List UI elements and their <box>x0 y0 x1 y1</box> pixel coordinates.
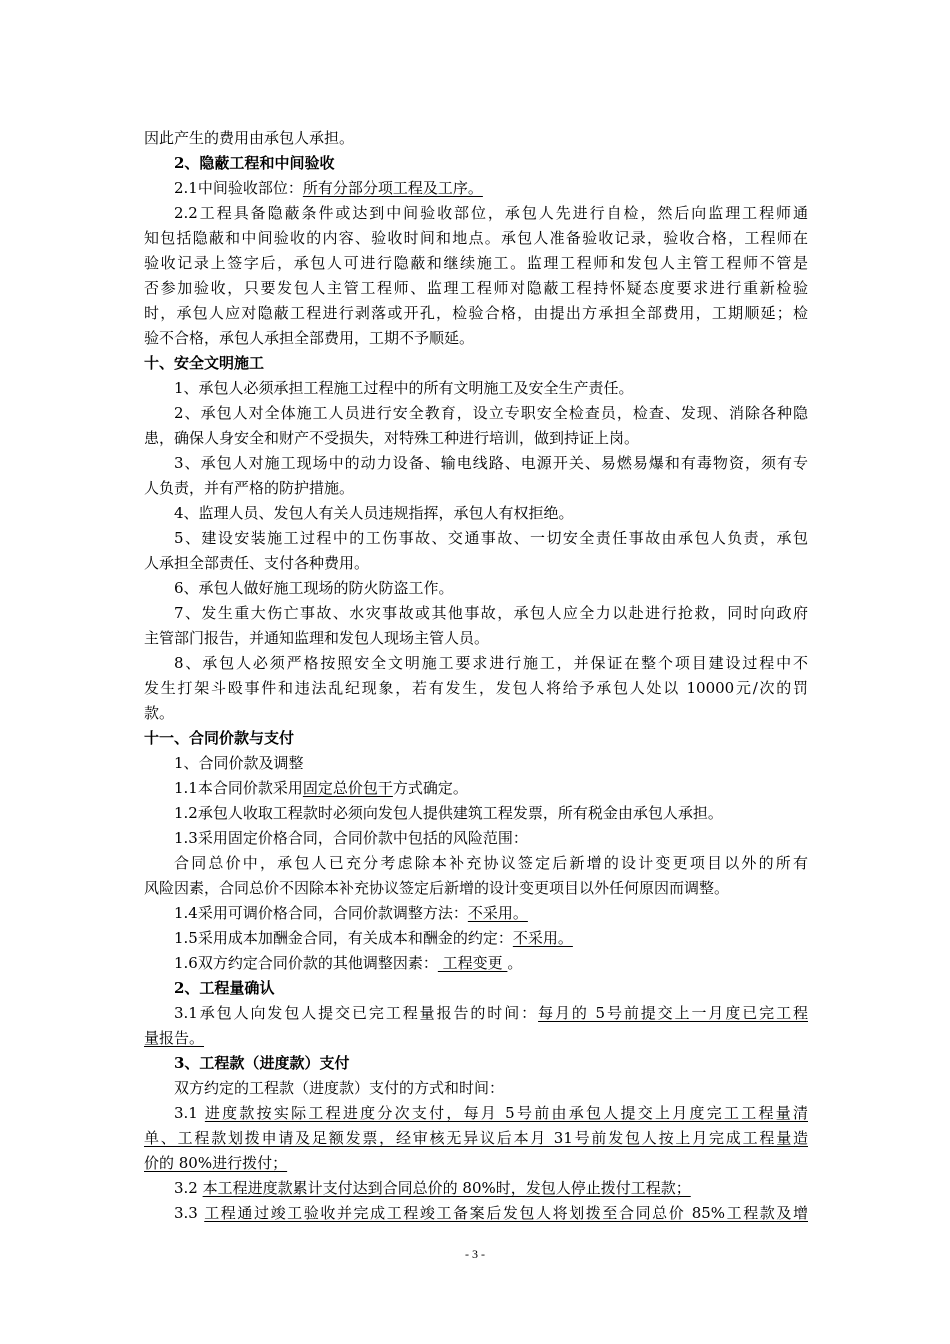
clause-line <box>144 951 808 976</box>
paragraph-line <box>144 751 808 776</box>
paragraph-line <box>144 501 808 526</box>
paragraph-line <box>144 1076 808 1101</box>
underlined-value: 本工程进度款累计支付达到合同总价的 80%时，发包人停止拨付工程款； <box>202 1179 691 1197</box>
text: 2.2工程具备隐蔽条件或达到中间验收部位，承包人先进行自检，然后向监理工程师通 <box>174 204 808 222</box>
paragraph-line <box>144 576 808 601</box>
clause-line <box>144 1101 808 1126</box>
clause-tail: 。 <box>507 954 523 972</box>
clause-label: 1.4采用可调价格合同，合同价款调整方法： <box>174 904 468 922</box>
heading-text: 2、隐蔽工程和中间验收 <box>174 154 335 172</box>
clause-line <box>144 1126 808 1151</box>
clause-label: 1.5采用成本加酬金合同，有关成本和酬金的约定： <box>174 929 513 947</box>
chapter-heading <box>144 351 808 376</box>
underlined-value: 工程通过竣工验收并完成工程竣工备案后发包人将划拨至合同总价 85%工程款及增 <box>204 1204 808 1222</box>
text: 1、合同价款及调整 <box>174 754 304 772</box>
clause-line <box>144 1026 808 1051</box>
underlined-value: 量报告。 <box>144 1029 205 1047</box>
paragraph-line <box>144 801 808 826</box>
section-heading <box>144 976 808 1001</box>
underlined-value: 每月的 5号前提交上一月度已完工程 <box>538 1004 808 1022</box>
text: 验不合格，承包人承担全部费用，工期不予顺延。 <box>144 329 475 347</box>
paragraph-line <box>144 651 808 676</box>
text: 否参加验收，只要发包人主管工程师、监理工程师对隐蔽工程持怀疑态度要求进行重新检验 <box>144 279 808 297</box>
underlined-value: 工程变更 <box>437 954 508 972</box>
text: 4、监理人员、发包人有关人员违规指挥，承包人有权拒绝。 <box>174 504 574 522</box>
paragraph-line <box>144 401 808 426</box>
underlined-value: 不采用。 <box>512 929 573 947</box>
text: 时，承包人应对隐蔽工程进行剥落或开孔，检验合格，由提出方承担全部费用，工期顺延；检 <box>144 304 808 322</box>
paragraph-line <box>144 701 808 726</box>
paragraph-line <box>144 876 808 901</box>
paragraph-line <box>144 476 808 501</box>
heading-text: 十、安全文明施工 <box>144 354 265 372</box>
chapter-heading <box>144 726 808 751</box>
clause-line <box>144 1176 808 1201</box>
text: 6、承包人做好施工现场的防火防盗工作。 <box>174 579 454 597</box>
clause-line <box>144 926 808 951</box>
underlined-value: 进度款按实际工程进度分次支付，每月 5号前由承包人提交上月度完工工程量清 <box>204 1104 808 1122</box>
paragraph-line <box>144 301 808 326</box>
clause-line <box>144 1001 808 1026</box>
paragraph-line <box>144 426 808 451</box>
text: 7、发生重大伤亡事故、水灾事故或其他事故，承包人应全力以赴进行抢救，同时向政府 <box>174 604 808 622</box>
heading-text: 2、工程量确认 <box>174 979 275 997</box>
paragraph-line <box>144 551 808 576</box>
underlined-value: 不采用。 <box>467 904 528 922</box>
page-number: - 3 - <box>465 1247 485 1261</box>
text: 患，确保人身安全和财产不受损失，对特殊工种进行培训，做到持证上岗。 <box>144 429 640 447</box>
paragraph-line <box>144 526 808 551</box>
clause-line <box>144 1201 808 1226</box>
text: 验收记录上签字后，承包人可进行隐蔽和继续施工。监理工程师和发包人主管工程师不管是 <box>144 254 808 272</box>
paragraph-line <box>144 451 808 476</box>
heading-text: 十一、合同价款与支付 <box>144 729 295 747</box>
paragraph-line <box>144 676 808 701</box>
clause-label: 1.6双方约定合同价款的其他调整因素： <box>174 954 438 972</box>
clause-label: 2.1中间验收部位： <box>174 179 303 197</box>
paragraph-line <box>144 626 808 651</box>
paragraph-line <box>144 226 808 251</box>
clause-line <box>144 776 808 801</box>
paragraph-line <box>144 376 808 401</box>
text: 因此产生的费用由承包人承担。 <box>144 129 355 147</box>
clause-label: 1.1本合同价款采用 <box>174 779 303 797</box>
clause-line <box>144 901 808 926</box>
paragraph-line <box>144 826 808 851</box>
paragraph-line <box>144 601 808 626</box>
text: 风险因素，合同总价不因除本补充协议签定后新增的设计变更项目以外任何原因而调整。 <box>144 879 730 897</box>
section-heading <box>144 1051 808 1076</box>
text: 人负责，并有严格的防护措施。 <box>144 479 355 497</box>
text: 双方约定的工程款（进度款）支付的方式和时间： <box>174 1079 505 1097</box>
text: 人承担全部责任、支付各种费用。 <box>144 554 370 572</box>
clause-line <box>144 176 808 201</box>
paragraph-line <box>144 276 808 301</box>
paragraph-line <box>144 126 808 151</box>
clause-label: 3.3 <box>174 1204 205 1222</box>
heading-text: 3、工程款（进度款）支付 <box>174 1054 350 1072</box>
text: 1、承包人必须承担工程施工过程中的所有文明施工及安全生产责任。 <box>174 379 634 397</box>
text: 款。 <box>144 704 175 722</box>
underlined-value: 所有分部分项工程及工序。 <box>302 179 483 197</box>
underlined-value: 单、工程款划拨申请及足额发票，经审核无异议后本月 31号前发包人按上月完成工程量造 <box>144 1129 808 1147</box>
text: 1.2承包人收取工程款时必须向发包人提供建筑工程发票，所有税金由承包人承担。 <box>174 804 723 822</box>
paragraph-line <box>144 326 808 351</box>
text: 主管部门报告，并通知监理和发包人现场主管人员。 <box>144 629 490 647</box>
section-heading <box>144 151 808 176</box>
text: 1.3采用固定价格合同，合同价款中包括的风险范围： <box>174 829 528 847</box>
underlined-value: 固定总价包干 <box>302 779 393 797</box>
clause-label: 3.2 <box>174 1179 203 1197</box>
paragraph-line <box>144 201 808 226</box>
text: 发生打架斗殴事件和违法乱纪现象，若有发生，发包人将给予承包人处以 10000元/次的罚 <box>144 679 808 697</box>
paragraph-line <box>144 251 808 276</box>
text: 合同总价中，承包人已充分考虑除本补充协议签定后新增的设计变更项目以外的所有 <box>174 854 808 872</box>
text: 5、建设安装施工过程中的工伤事故、交通事故、一切安全责任事故由承包人负责，承包 <box>174 529 808 547</box>
text: 3、承包人对施工现场中的动力设备、输电线路、电源开关、易燃易爆和有毒物资，须有专 <box>174 454 808 472</box>
underlined-value: 价的 80%进行拨付； <box>144 1154 288 1172</box>
clause-label: 3.1承包人向发包人提交已完工程量报告的时间： <box>174 1004 539 1022</box>
text: 知包括隐蔽和中间验收的内容、验收时间和地点。承包人准备验收记录，验收合格，工程师在 <box>144 229 808 247</box>
text: 8、承包人必须严格按照安全文明施工要求进行施工，并保证在整个项目建设过程中不 <box>174 654 808 672</box>
text: 2、承包人对全体施工人员进行安全教育，设立专职安全检查员，检查、发现、消除各种隐 <box>174 404 808 422</box>
document-body <box>144 126 808 1226</box>
paragraph-line <box>144 851 808 876</box>
clause-line <box>144 1151 808 1176</box>
clause-label: 3.1 <box>174 1104 205 1122</box>
clause-tail: 方式确定。 <box>392 779 468 797</box>
